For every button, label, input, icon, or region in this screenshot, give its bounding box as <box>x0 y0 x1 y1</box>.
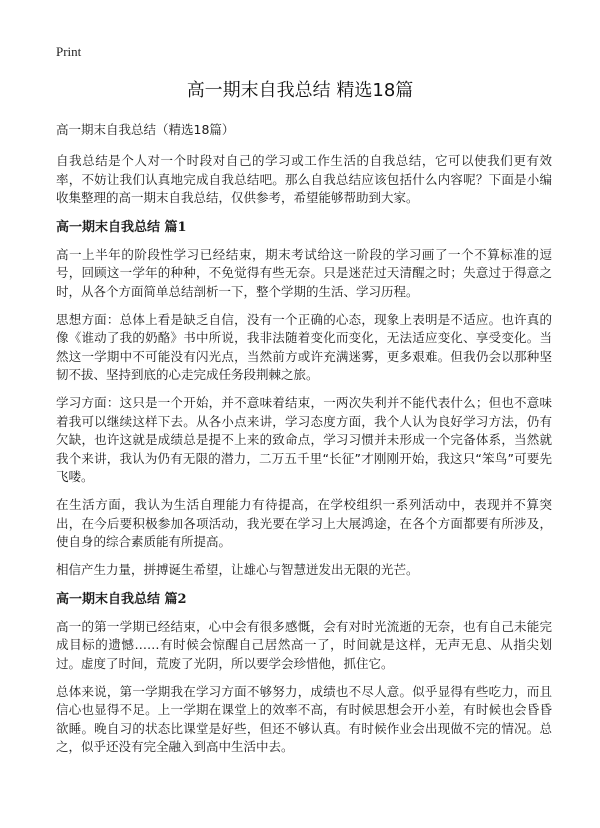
section-1-paragraph-3: 学习方面：这只是一个开始，并不意味着结束，一两次失利并不能代表什么；但也不意味着我可以继续这样下去。从各小点来讲，学习态度方面，我个人认为良好学习方法，仍有欠缺，也许这就是成绩总是提不上来的致命点，学习习惯并未形成一个完备体系，当然就我个来讲，我认为仍有无限的潜力，二万五千里“长征”才刚刚开始，我这只“笨鸟”可要先飞喽。 <box>56 395 552 484</box>
page-title: 高一期末自我总结 精选18篇 <box>186 80 414 101</box>
section-1-paragraph-4: 在生活方面，我认为生活自理能力有待提高，在学校组织一系列活动中，表现并不算突出，在今后要积极参加各项活动，我光要在学习上大展鸿途，在各个方面都要有所涉及，使自身的综合素质能有所提高。 <box>56 497 552 549</box>
section-heading-2: 高一期末自我总结 篇2 <box>56 591 187 607</box>
section-2-paragraph-1: 高一的第一学期已经结束，心中会有很多感慨，会有对时光流逝的无奈，也有自己未能完成目标的遗憾……有时候会惊醒自己居然高一了，时间就是这样，无声无息、从指尖划过。虚度了时间，荒废了光阴，所以要学会珍惜他，抓住它。 <box>56 618 552 671</box>
section-1-paragraph-5: 相信产生力量，拼搏诞生希望，让雄心与智慧迸发出无限的光芒。 <box>56 562 419 577</box>
section-2-paragraph-2: 总体来说，第一学期我在学习方面不够努力，成绩也不尽人意。似乎显得有些吃力，而且信心也显得不足。上一学期在课堂上的效率不高，有时候思想会开小差，有时候也会昏昏欲睡。晚自习的状态比课堂是好些，但还不够认真。有时候作业会出现做不完的情况。总之，似乎还没有完全融入到高中生活中去。 <box>56 683 552 754</box>
section-1-paragraph-1: 高一上半年的阶段性学习已经结束，期末考试给这一阶段的学习画了一个不算标准的逗号，回顾这一学年的种种，不免觉得有些无奈。只是迷茫过天清醒之时；失意过于得意之时，从各个方面简单总结剖析一下，整个学期的生活、学习历程。 <box>56 246 552 299</box>
section-1-paragraph-2: 思想方面：总体上看是缺乏自信，没有一个正确的心态，现象上表明是不适应。也许真的像《谁动了我的奶酪》书中所说，我非法随着变化而变化，无法适应变化、享受变化。当然这一学期中不可能没有闪光点，当然前方或许充满迷雾，更多艰难。但我仍会以那种坚韧不拔、坚持到底的心走完成任务段荆棘之旅。 <box>56 311 552 382</box>
print-link[interactable]: Print <box>56 44 82 59</box>
article-subtitle: 高一期末自我总结（精选18篇） <box>56 122 235 137</box>
article-body <box>56 120 552 766</box>
section-heading-1: 高一期末自我总结 篇1 <box>56 219 187 235</box>
intro-paragraph: 自我总结是个人对一个时段对自己的学习或工作生活的自我总结，它可以使我们更有效率，不妨让我们认真地完成自我总结吧。那么自我总结应该包括什么内容呢？下面是小编收集整理的高一期末自我总结，仅供参考，希望能够帮助到大家。 <box>56 153 552 205</box>
